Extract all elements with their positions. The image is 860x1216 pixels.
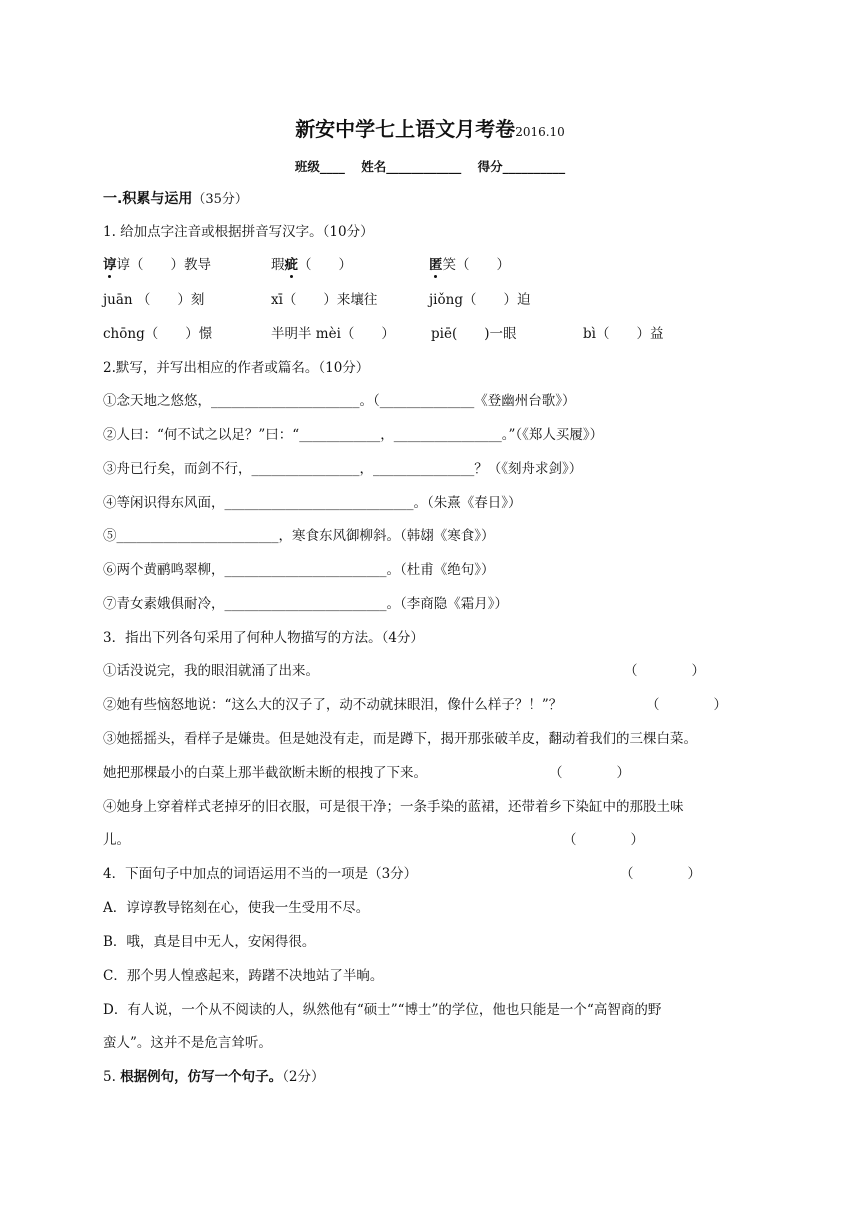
- section-heading: [103, 190, 248, 209]
- q1-item-chong[interactable]: chōng（ ）憬: [103, 326, 213, 342]
- q5-number: 5.: [103, 1069, 116, 1085]
- item-text: 笑（ ）: [442, 257, 510, 273]
- q2-line-3[interactable]: ③舟已行矣，而剑不行，________________，_______________？（《刻舟求剑》）: [103, 461, 583, 477]
- q3-sentence-2: ②她有些恼怒地说：“这么大的汉子了，动不动就抹眼泪，像什么样子？！”？: [103, 697, 563, 713]
- q4-stem: 4．下面句子中加点的词语运用不当的一项是（3分）: [103, 866, 418, 882]
- q3-answer-1[interactable]: （ ）: [624, 663, 705, 679]
- q3-sentence-3-line-2: 她把那棵最小的白菜上那半截欲断未断的根拽了下来。: [103, 765, 427, 781]
- section-title: 一.积累与运用: [103, 191, 193, 207]
- q4-answer[interactable]: （ ）: [620, 866, 701, 882]
- q2-line-7[interactable]: ⑦青女素娥俱耐冷，________________________。（李商隐《霜月》）: [103, 596, 508, 612]
- q3-sentence-1: ①话没说完，我的眼泪就涌了出来。: [103, 663, 319, 679]
- exam-title: [0, 113, 860, 142]
- dotted-char: 匿: [429, 257, 443, 273]
- q5-stem: [103, 1068, 325, 1086]
- section-points: （35分）: [192, 192, 248, 207]
- q2-line-5[interactable]: ⑤________________________，寒食东风御柳斜。（韩翃《寒食》）: [103, 528, 495, 544]
- q3-answer-2[interactable]: （ ）: [646, 697, 727, 713]
- name-field[interactable]: 姓名____________: [361, 159, 462, 174]
- q1-item-zhun[interactable]: [103, 256, 211, 274]
- q1-item-xiaci[interactable]: [271, 256, 352, 274]
- q1-item-xi[interactable]: xī（ ）来壤往: [271, 292, 378, 308]
- q1-stem: 1. 给加点字注音或根据拼音写汉字。（10分）: [103, 224, 374, 240]
- q1-item-ni[interactable]: [429, 256, 510, 274]
- q2-line-6[interactable]: ⑥两个黄鹂鸣翠柳，________________________。（杜甫《绝句》）: [103, 562, 495, 578]
- dotted-char: 谆: [103, 257, 117, 273]
- q3-sentence-3-line-1: ③她摇摇头，看样子是嫌贵。但是她没有走，而是蹲下，揭开那张破羊皮，翻动着我们的三棵白菜。: [103, 731, 697, 747]
- q5-instruction: 根据例句，仿写一个句子。: [120, 1069, 283, 1085]
- title-text: 新安中学七上语文月考卷: [295, 117, 516, 141]
- item-text: 瑕: [271, 257, 285, 273]
- item-text: （ ）: [298, 257, 352, 273]
- q2-stem: 2.默写，并写出相应的作者或篇名。（10分）: [103, 360, 370, 376]
- q4-option-a: A．谆谆教导铭刻在心，使我一生受用不尽。: [103, 900, 370, 916]
- q3-sentence-4-line-1: ④她身上穿着样式老掉牙的旧衣服，可是很干净；一条手染的蓝裙，还带着乡下染缸中的那股土味: [103, 799, 684, 815]
- q1-item-mei[interactable]: 半明半 mèi（ ）: [271, 326, 395, 342]
- score-field[interactable]: 得分__________: [477, 159, 566, 174]
- exam-date: 2016.10: [515, 125, 565, 139]
- q5-points: （2分）: [282, 1069, 325, 1085]
- q1-item-juan[interactable]: juān （ ）刻: [103, 292, 205, 308]
- q1-item-bi[interactable]: bì（ ）益: [583, 326, 664, 342]
- q1-row-3: [103, 325, 803, 345]
- q3-answer-4[interactable]: （ ）: [563, 832, 644, 848]
- q1-item-jiong[interactable]: jiǒng（ ）迫: [429, 292, 531, 308]
- q1-row-1: [103, 256, 803, 276]
- q3-stem: 3．指出下列各句采用了何种人物描写的方法。（4分）: [103, 630, 424, 646]
- q2-line-2[interactable]: ②人曰：“何不试之以足？”曰：“____________，________________。”（《郑人买履》）: [103, 427, 604, 443]
- q2-line-1[interactable]: ①念天地之悠悠，______________________。（______________《登幽州台歌》）: [103, 393, 576, 409]
- q1-item-pie[interactable]: piē( )一眼: [431, 326, 517, 342]
- q2-line-4[interactable]: ④等闲识得东风面，____________________________。（朱熹《春日》）: [103, 495, 522, 511]
- q1-row-2: [103, 291, 803, 311]
- q3-answer-3[interactable]: （ ）: [549, 765, 630, 781]
- q4-option-d-line-1: D．有人说，一个从不阅读的人，纵然他有“硕士”“博士”的学位，他也只能是一个“高智商的野: [103, 1002, 662, 1018]
- q4-option-d-line-2: 蛮人”。这并不是危言耸听。: [103, 1035, 272, 1051]
- q3-sentence-4-line-2: 儿。: [103, 832, 130, 848]
- student-info-line: [0, 157, 860, 175]
- dotted-char: 疵: [284, 257, 298, 273]
- q4-option-c: C．那个男人惶惑起来，踌躇不决地站了半晌。: [103, 968, 384, 984]
- q4-option-b: B．哦，真是目中无人，安闲得很。: [103, 934, 316, 950]
- class-field[interactable]: 班级____: [294, 159, 345, 174]
- item-text: 谆（ ）教导: [116, 257, 211, 273]
